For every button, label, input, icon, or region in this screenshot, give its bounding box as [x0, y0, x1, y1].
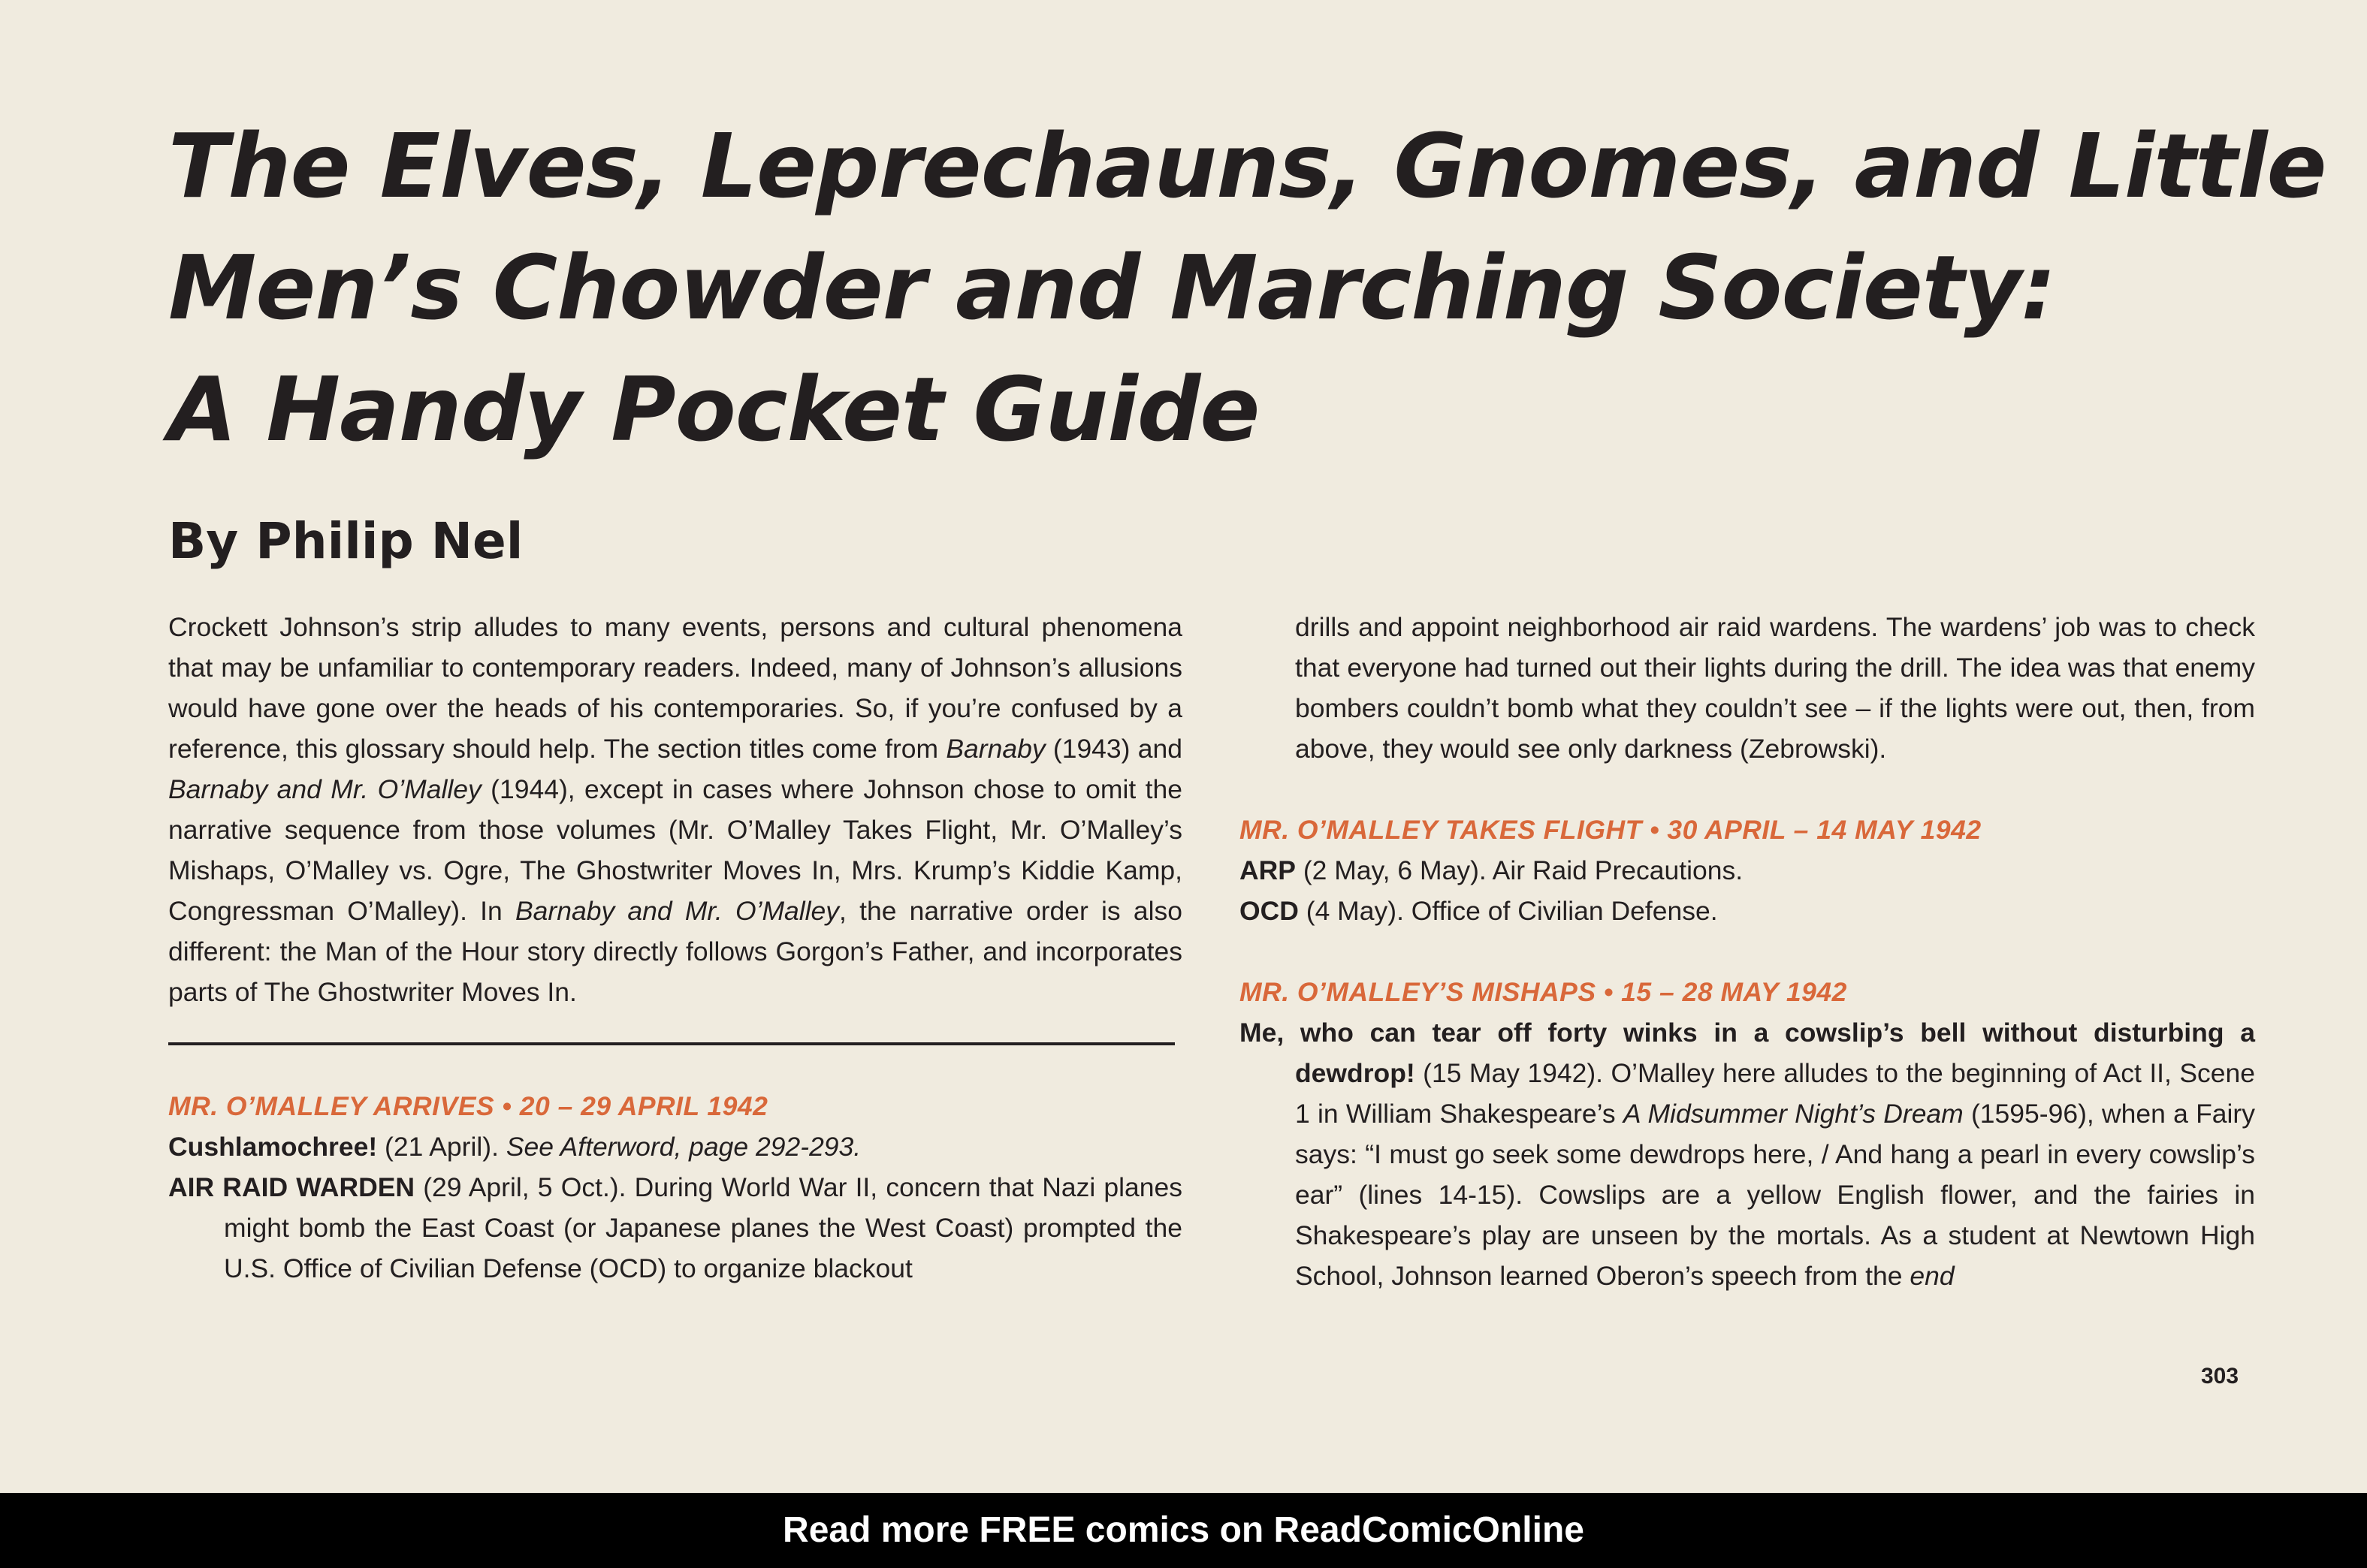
title-line-2: Men’s Chowder and Marching Society: — [168, 236, 2056, 339]
glossary-entry: Cushlamochree! (21 April). See Afterword, page 292-293. — [168, 1132, 862, 1162]
glossary-entry: AIR RAID WARDEN (29 April, 5 Oct.). During World War II, concern that Nazi planes might bomb the East Coast (or Japanese planes the West Coast) prompted the U.S. Office of Civilian Defense (OCD) to organize blackout — [168, 1172, 1182, 1283]
glossary-term: ARP — [1239, 855, 1296, 885]
glossary-entry: ARP (2 May, 6 May). Air Raid Precautions. — [1239, 855, 1744, 885]
entry-continuation: drills and appoint neighborhood air raid wardens. The wardens’ job was to check that everyone had turned out their lights during the drill. The idea was that enemy bombers couldn’t bomb what they couldn’t see – if the lights were out, then, from above, they would see only darkness (Zebrowski). — [1295, 612, 2255, 764]
promo-banner[interactable]: Read more FREE comics on ReadComicOnline — [0, 1493, 2367, 1568]
right-column — [1239, 607, 2255, 1296]
intro-paragraph: Crockett Johnson’s strip alludes to many events, persons and cultural phenomena that may be unfamiliar to contemporary readers. Indeed, many of Johnson’s allusions would have gone over the heads of his contemporaries. So, if you’re confused by a reference, this glossary should help. The section titles come from Barnaby (1943) and Barnaby and Mr. O’Malley (1944), except in cases where Johnson chose to omit the narrative sequence from those volumes (Mr. O’Malley Takes Flight, Mr. O’Malley’s Mishaps, O’Malley vs. Ogre, The Ghostwriter Moves In, Mrs. Krump’s Kiddie Kamp, Congressman O’Malley). In Barnaby and Mr. O’Malley, the narrative order is also different: the Man of the Hour story directly follows Gorgon’s Father, and incorporates parts of The Ghostwriter Moves In. — [168, 612, 1182, 1007]
page-title — [168, 105, 2326, 470]
title-line-3: A Handy Pocket Guide — [168, 357, 1260, 461]
glossary-term: Cushlamochree! — [168, 1132, 378, 1162]
glossary-entry: OCD (4 May). Office of Civilian Defense. — [1239, 896, 1718, 926]
section-heading: MR. O’MALLEY ARRIVES • 20 – 29 APRIL 1942 — [168, 1091, 768, 1121]
page-number: 303 — [2201, 1364, 2239, 1389]
glossary-entry: Me, who can tear off forty winks in a cowslip’s bell without disturbing a dewdrop! (15 May 1942). O’Malley here alludes to the beginning of Act II, Scene 1 in William Shakespeare’s A Midsummer Night’s Dream (1595-96), when a Fairy says: “I must go seek some dewdrops here, / And hang a pearl in every cowslip’s ear” (lines 14-15). Cowslips are a yellow English flower, and the fairies in Shakespeare’s play are unseen by the mortals. As a student at Newtown High School, Johnson learned Oberon’s speech from the end — [1239, 1018, 2255, 1291]
glossary-term: AIR RAID WARDEN — [168, 1172, 415, 1202]
byline: By Philip Nel — [168, 512, 524, 570]
title-line-1: The Elves, Leprechauns, Gnomes, and Little — [168, 114, 2326, 218]
divider-rule — [168, 1042, 1175, 1045]
glossary-term: Me, who can tear off forty winks in a cowslip’s bell without disturbing a dewdrop! — [1239, 1018, 2255, 1088]
glossary-term: OCD — [1239, 896, 1299, 926]
left-column — [168, 607, 1182, 1289]
section-heading: MR. O’MALLEY’S MISHAPS • 15 – 28 MAY 1942 — [1239, 977, 1847, 1007]
section-heading: MR. O’MALLEY TAKES FLIGHT • 30 APRIL – 14 MAY 1942 — [1239, 815, 1982, 845]
